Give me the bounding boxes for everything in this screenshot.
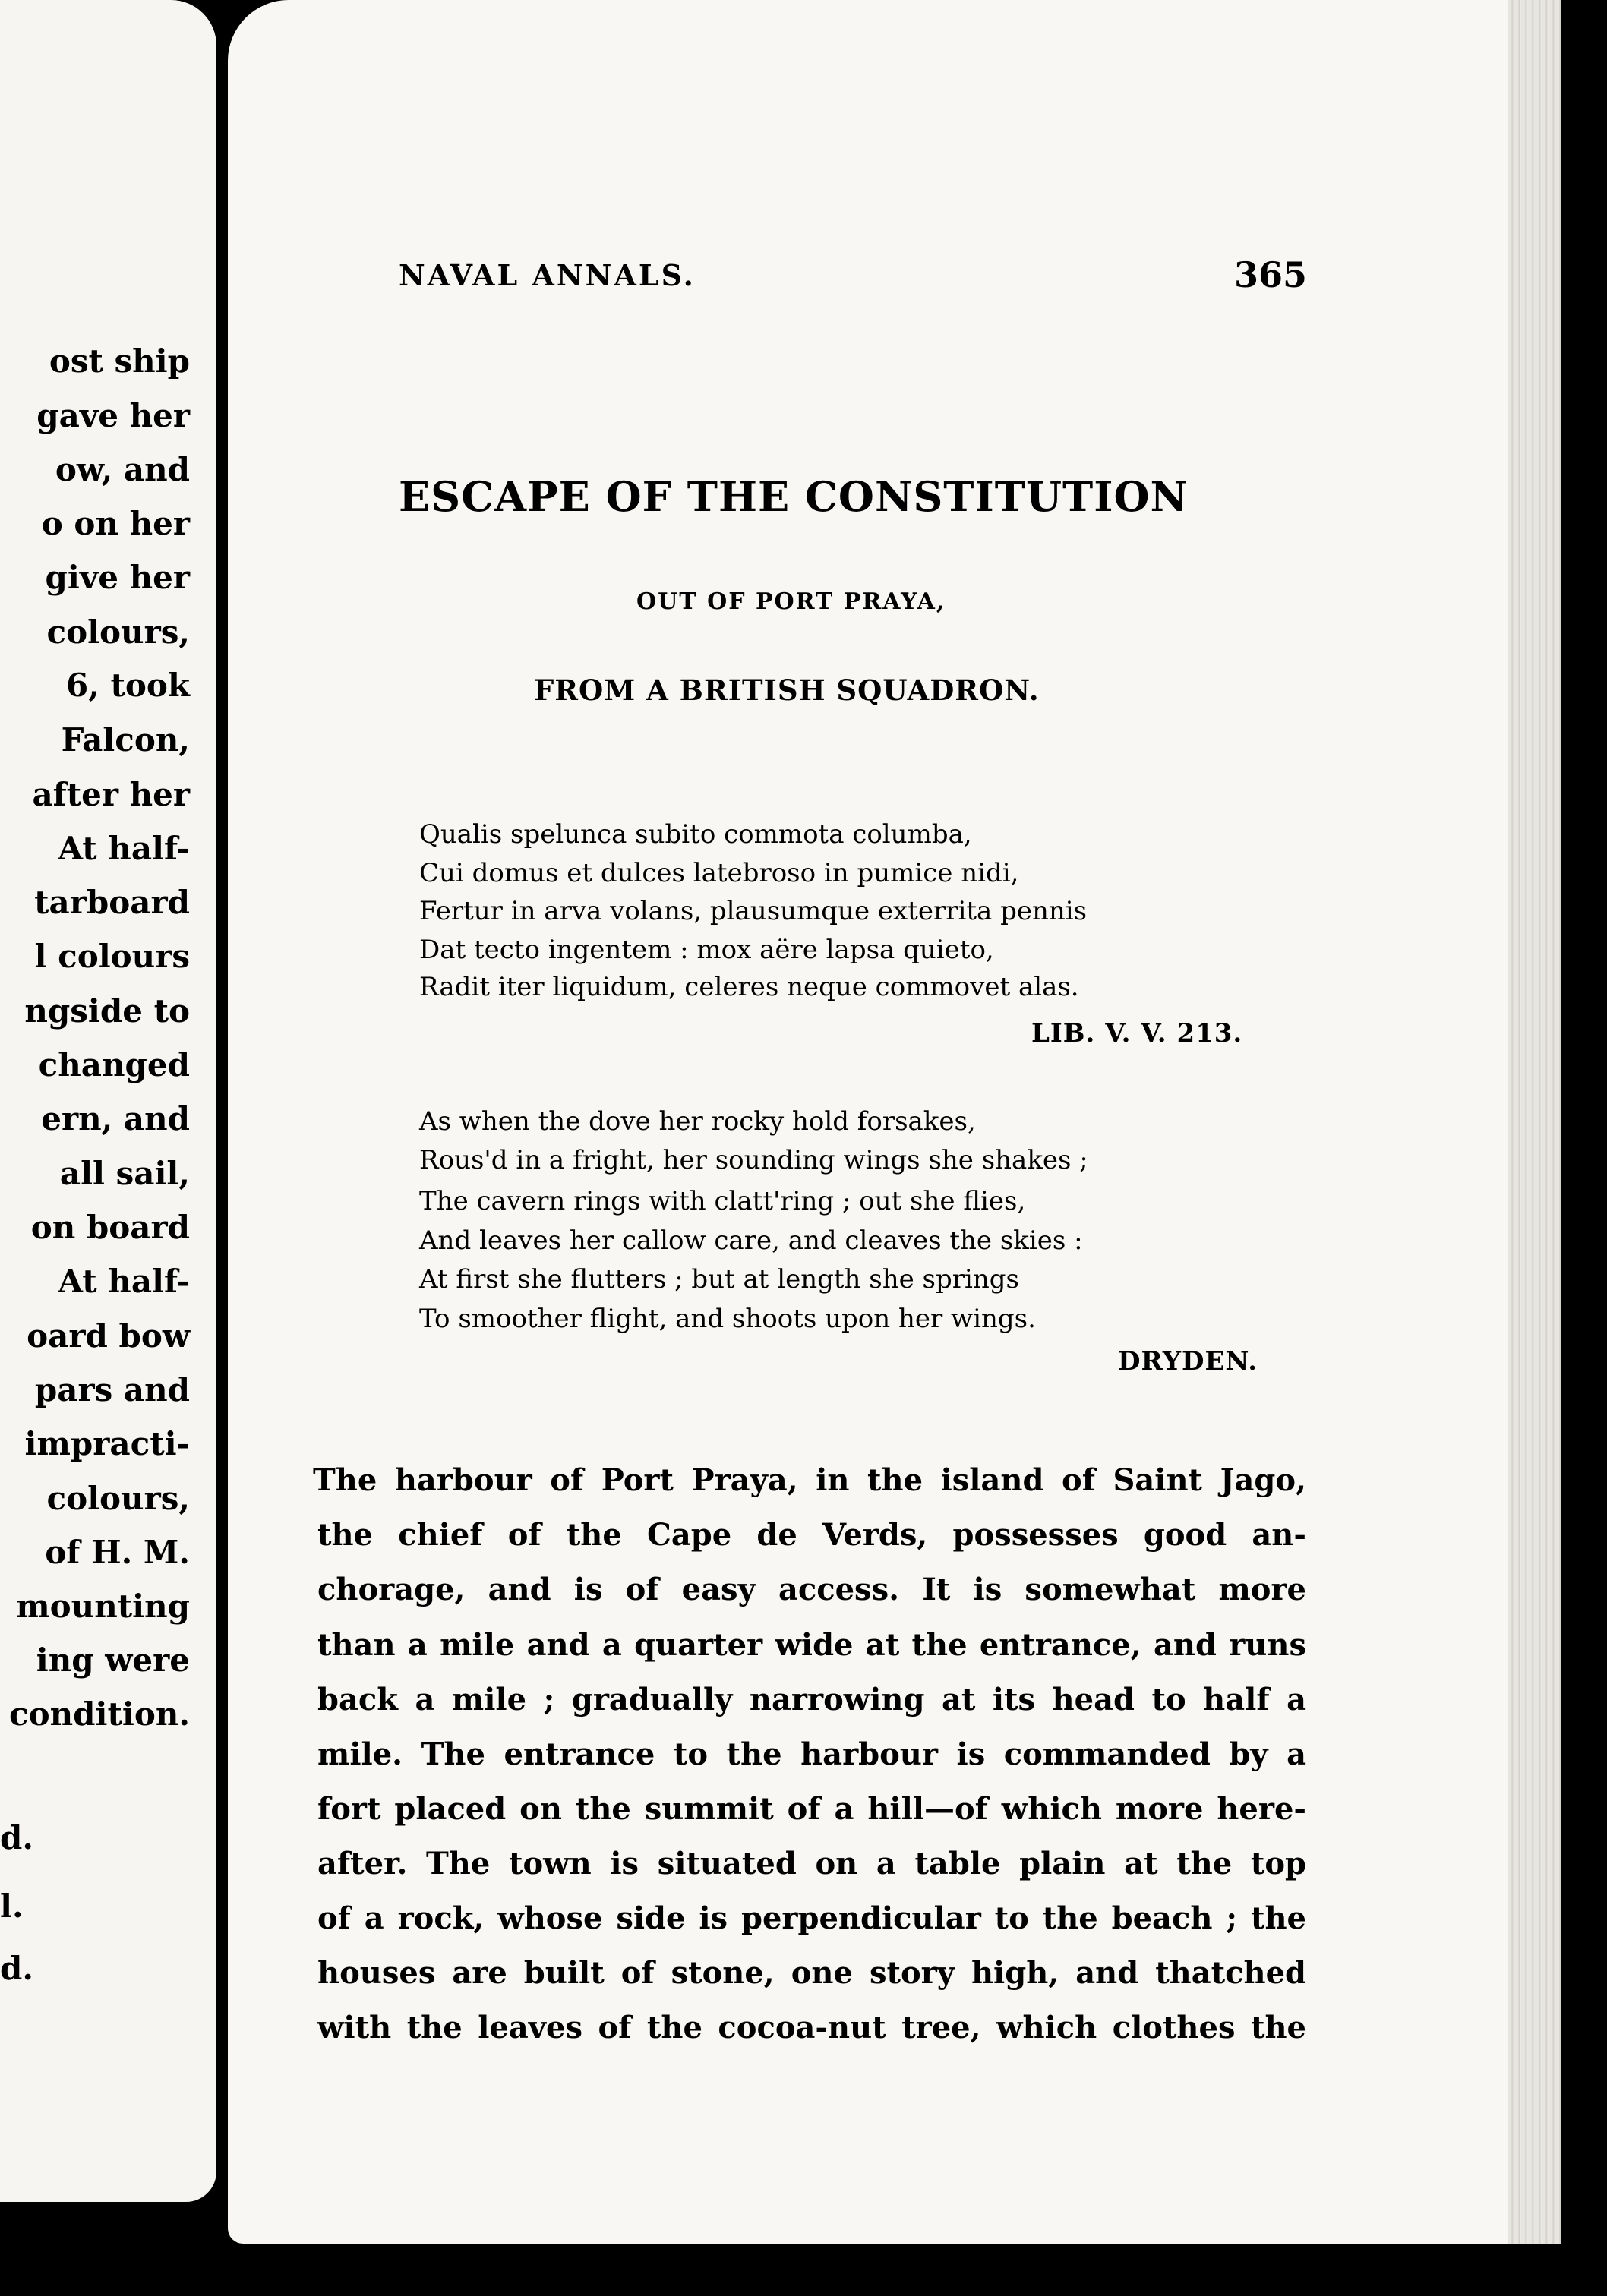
body-text-line: chorage, and is of easy access. It is somewhat more xyxy=(317,1572,1306,1607)
page-edge-stack xyxy=(1508,0,1561,2244)
body-text-line: than a mile and a quarter wide at the entrance, and runs xyxy=(317,1627,1306,1663)
left-page-line: l colours xyxy=(34,938,190,975)
left-page-line: impracti- xyxy=(24,1425,190,1462)
english-verse-line: The cavern rings with clatt'ring ; out she flies, xyxy=(419,1186,1026,1216)
body-text-line: The harbour of Port Praya, in the island of Saint Jago, xyxy=(313,1462,1306,1498)
chapter-title: ESCAPE OF THE CONSTITUTION xyxy=(399,472,1189,521)
left-page-line: ow, and xyxy=(55,451,190,488)
body-text-line: of a rock, whose side is perpendicular to the beach ; the xyxy=(317,1900,1306,1936)
left-page-line: gave her xyxy=(36,397,190,434)
english-verse-line: Rous'd in a fright, her sounding wings she shakes ; xyxy=(419,1145,1088,1175)
latin-verse-line: Radit iter liquidum, celeres neque commovet alas. xyxy=(419,972,1079,1002)
latin-verse-line: Dat tecto ingentem : mox aëre lapsa quieto, xyxy=(419,935,994,965)
left-page-line: colours, xyxy=(46,1480,190,1517)
left-page-line: d. xyxy=(0,1950,33,1987)
left-page-line: At half- xyxy=(58,830,190,867)
page-number: 365 xyxy=(1234,254,1308,295)
left-page-line: ern, and xyxy=(41,1100,190,1137)
body-text-line: after. The town is situated on a table plain at the top xyxy=(317,1846,1306,1881)
body-text-line: back a mile ; gradually narrowing at its head to half a xyxy=(317,1682,1306,1717)
left-page-line: ing were xyxy=(36,1642,190,1679)
left-page-line: ngside to xyxy=(24,992,190,1030)
left-page-line: changed xyxy=(38,1046,190,1083)
left-page-line: condition. xyxy=(9,1695,190,1733)
chapter-subtitle: FROM A BRITISH SQUADRON. xyxy=(534,673,1040,707)
body-text-line: mile. The entrance to the harbour is commanded by a xyxy=(317,1736,1306,1772)
left-page-line: after her xyxy=(32,776,190,813)
left-page-line: colours, xyxy=(46,613,190,651)
left-page-line: all sail, xyxy=(59,1155,190,1192)
left-page-line: give her xyxy=(45,559,190,596)
english-verse-line: And leaves her callow care, and cleaves the skies : xyxy=(419,1225,1083,1256)
english-verse-line: To smoother flight, and shoots upon her wings. xyxy=(419,1304,1036,1334)
body-text-line: houses are built of stone, one story high, and thatched xyxy=(317,1955,1306,1991)
body-text-line: with the leaves of the cocoa-nut tree, which clothes the xyxy=(317,2010,1306,2045)
english-verse-attribution: DRYDEN. xyxy=(1118,1346,1258,1377)
english-verse-line: At first she flutters ; but at length she springs xyxy=(419,1264,1019,1295)
body-text-line: fort placed on the summit of a hill—of which more here- xyxy=(317,1791,1306,1827)
english-verse-line: As when the dove her rocky hold forsakes, xyxy=(419,1106,976,1137)
left-page-line: of H. M. xyxy=(45,1534,190,1571)
left-page-line: tarboard xyxy=(34,884,190,921)
left-page-line: d. xyxy=(0,1819,33,1856)
latin-verse-line: Cui domus et dulces latebroso in pumice nidi, xyxy=(419,858,1019,888)
latin-verse-attribution: LIB. V. V. 213. xyxy=(1031,1018,1243,1049)
left-page-line: mounting xyxy=(16,1588,190,1625)
running-head: NAVAL ANNALS. xyxy=(399,258,696,292)
left-page-line: l. xyxy=(0,1888,24,1925)
latin-verse-line: Fertur in arva volans, plausumque exterrita pennis xyxy=(419,896,1088,926)
left-page-line: At half- xyxy=(58,1263,190,1300)
left-page-line: pars and xyxy=(34,1371,190,1408)
left-page-line: oard bow xyxy=(27,1317,190,1355)
left-page-line: ost ship xyxy=(49,342,190,380)
body-text-line: the chief of the Cape de Verds, possesses good an- xyxy=(317,1517,1306,1553)
left-page-line: o on her xyxy=(41,505,190,542)
left-page-line: on board xyxy=(30,1209,190,1246)
latin-verse-line: Qualis spelunca subito commota columba, xyxy=(419,819,972,850)
left-page-line: 6, took xyxy=(66,667,190,704)
chapter-subtitle: OUT OF PORT PRAYA, xyxy=(636,588,946,615)
left-facing-page xyxy=(0,0,216,2202)
left-page-line: Falcon, xyxy=(61,721,190,758)
